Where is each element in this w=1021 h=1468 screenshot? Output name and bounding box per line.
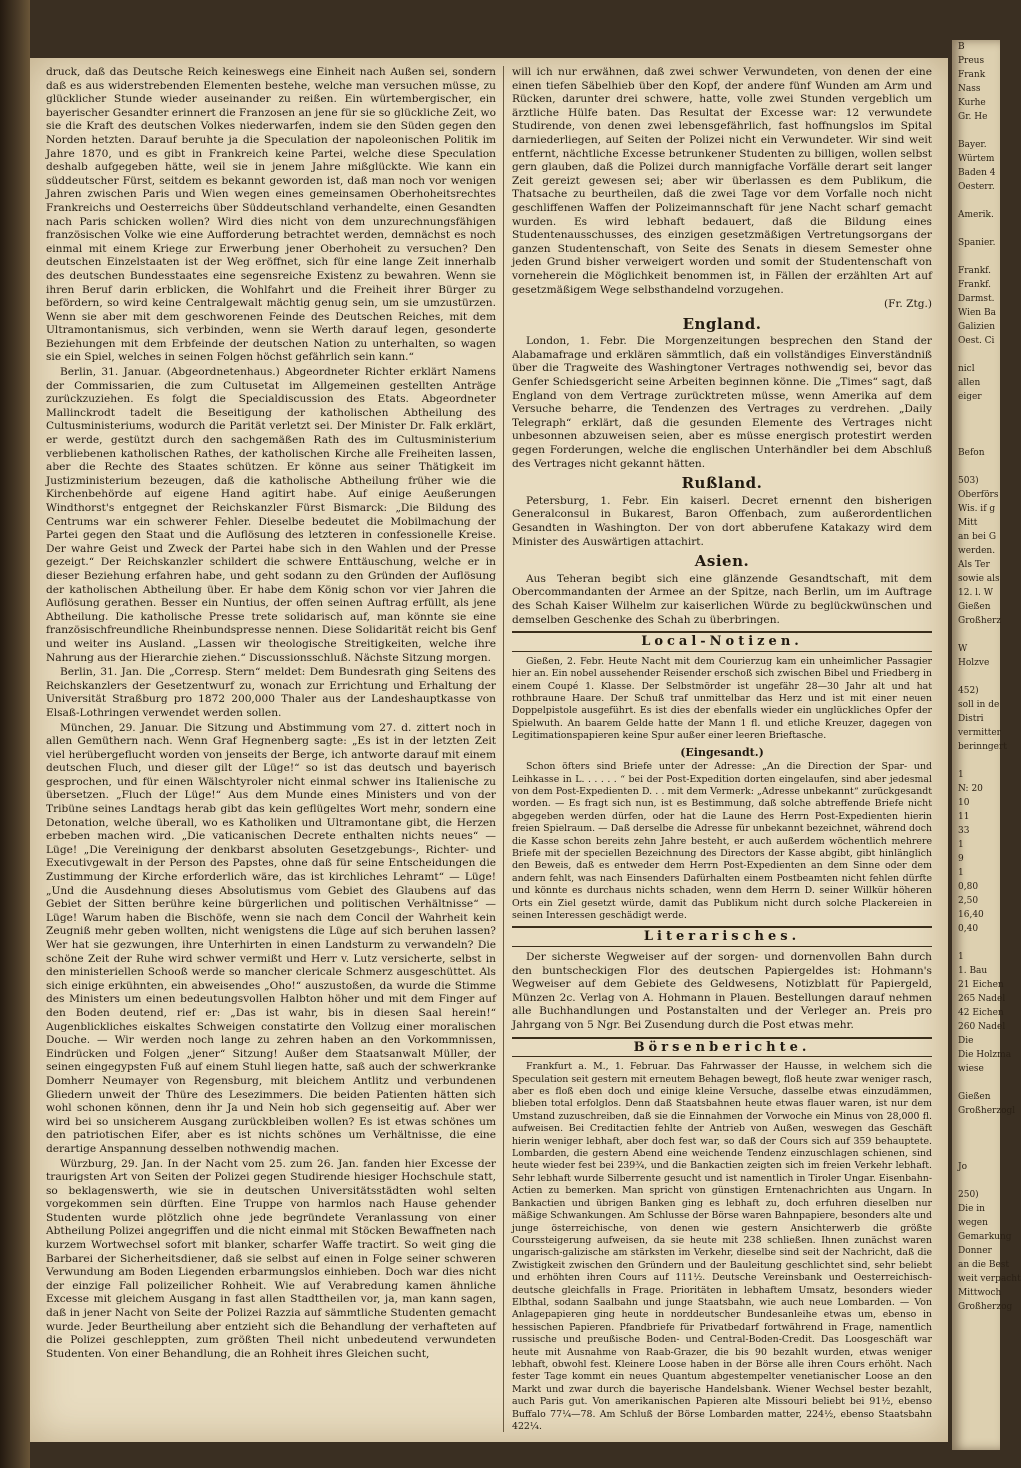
adjacent-page-line xyxy=(952,404,1000,418)
adjacent-page-line: 16,40 xyxy=(958,910,984,920)
adjacent-page-line: Oest. Ci xyxy=(958,336,995,346)
adjacent-page-line: Großherzogl xyxy=(958,1106,1016,1116)
article-frankfurt-boerse: Frankfurt a. M., 1. Februar. Das Fahrwasser der Hausse, in welchem sich die Speculation seit gestern mit erneutem Behagen bewegt, floß heute zwar weniger rasch, aber es floß eben doch und einige kleine Versuche, dasselbe etwas einzudämmen, blieben total erfolglos. Denn daß Staatsbahnen heute etwas flauer waren, ist nur dem Umstand zuzuschreiben, daß sie die Einnahmen der Vorwoche ein Minus von 28,000 fl. aufweisen. Bei Creditactien fehlte der Antrieb von Außen, weswegen das Geschäft hierin weniger lebhaft, aber doch fest war, so daß der Cours sich auf 359 behauptete. Lombarden, die gestern Abend eine weichende Tendenz einzuschlagen schienen, sind heute wieder fest bei 239¾, und die Bankactien zeigten sich im freien Verkehr lebhaft. Sehr lebhaft wurde Silberrente gesucht und ist namentlich in Tiroler Ungar. Eisenbahn-Actien zu bemerken. Man spricht von günstigen Erntenachrichten aus Ungarn. In Bankactien und übrigen Banken ging es lebhaft zu, doch erfuhren dieselben nur mäßige Schwankungen. Am Schlusse der Börse waren Bahnpapiere, besonders alte und junge österreichische, von denen wie gestern Ansichterwerb die größte Courssteigerung aufweisen, da sie heute mit 238 schließen. Ihnen zunächst waren ungarisch-galizische am stärksten im Verkehr, dieselbe sind seit der Nachricht, daß die Zwistigkeit zwischen den Gründern und der Bauleitung geschlichtet sind, sehr beliebt und erhöhten ihren Cours auf 111½. Deutsche Vereinsbank und Oesterreichisch-deutsche gleichfalls in Frage. Prioritäten in lebhaftem Umsatz, besonders wieder Elbthal, sodann Saalbahn und junge Staatsbahn, wie auch neue Lombarden. — Von Anlagepapieren ging heute in norddeutscher Bundesanleihe etwas um, ebenso in hessischen Papieren. Pfandbriefe für Privatbedarf fortwährend in Frage, namentlich russische und preußische Boden- und Central-Boden-Credit. Das Loosgeschäft war heute mit Ausnahme von Raab-Grazer, die bis 90 bezahlt wurden, etwas weniger lebhaft, obwohl fest. Kleinere Loose haben in der Börse alle ihren Cours erhöht. Nach fester Tage kommt ein neues Quantum abgestempelter venetianischer Loose an den Markt und zwar durch die bayerische Handelsbank. Wiener Wechsel bester bezahlt, auch Paris gut. Von amerikanischen Papieren alte Missouri beliebt bei 91½, ebenso Buffalo 77¼—78. Am Schluß der Börse Lombarden matter, 224½, ebenso Staatsbahn 422¼. xyxy=(512,1061,933,1432)
adjacent-page-fragment xyxy=(952,40,1021,1450)
adjacent-page-line: sowie als xyxy=(958,574,1000,584)
section-heading-asien: Asien. xyxy=(694,552,750,571)
article-giessen: Gießen, 2. Febr. Heute Nacht mit dem Courierzug kam ein unheimlicher Passagier hier an. Ein nobel aussehender Reisender erschoß sich zwischen Bibel und Friedberg in einem Coupé 1. Klasse. Der Selbstmörder ist ungefähr 28—30 Jahr alt und hat rothbraune Haare. Der Schuß traf unmittelbar das Herz und ist mit einer neuen Doppelpistole ausgeführt. Es ist dies der ebenfalls wieder ein unglückliches Opfer der Spielwuth. An baarem Gelde hatte der Mann 1 fl. und etliche Kreuzer, dagegen von Legitimationspapieren keine Spur außer einer leeren Brieftasche. xyxy=(512,655,932,742)
adjacent-page-line: Gießen xyxy=(958,602,991,612)
adjacent-page-line: Mittwoch xyxy=(958,1288,1002,1298)
adjacent-page-line xyxy=(952,1146,1000,1160)
adjacent-page-line: Wien Ba xyxy=(958,308,996,318)
adjacent-page-line: an bei G xyxy=(958,532,997,542)
adjacent-page-line: vermitter xyxy=(958,728,1001,738)
adjacent-page-line: Gr. He xyxy=(958,112,988,122)
adjacent-page-line: 10 xyxy=(958,798,970,808)
adjacent-page-line xyxy=(952,124,1000,138)
adjacent-page-line: weit verpacht xyxy=(958,1274,1021,1284)
adjacent-page-line: 452) xyxy=(958,686,979,696)
adjacent-page-line xyxy=(952,418,1000,432)
adjacent-page-line: 33 xyxy=(958,826,970,836)
adjacent-page-line: 11 xyxy=(958,812,970,822)
adjacent-page-line: Distri xyxy=(958,714,984,724)
adjacent-page-line: Holzve xyxy=(958,658,990,668)
column-divider xyxy=(503,66,504,1432)
adjacent-page-line: N: 20 xyxy=(958,784,983,794)
adjacent-page-line xyxy=(952,222,1000,236)
adjacent-page-line xyxy=(952,628,1000,642)
adjacent-page-line: an die Best xyxy=(958,1260,1010,1270)
adjacent-page-line: Frankf. xyxy=(958,280,992,290)
newspaper-page xyxy=(30,58,948,1442)
adjacent-page-line xyxy=(952,1132,1000,1146)
adjacent-page-line xyxy=(952,250,1000,264)
adjacent-page-line: nicl xyxy=(958,364,975,374)
adjacent-page-line xyxy=(952,1076,1000,1090)
article-text: druck, daß das Deutsche Reich keineswegs eine Einheit nach Außen sei, sondern daß es aus widerstrebenden Elementen bestehe, welche man versuchen müsse, zu glücklicher Stunde wieder auseinander zu reißen. Ein würtembergischer, ein bayerischer Gesandter erinnert die Franzosen an jene für sie so glückliche Zeit, wo sie die Kraft des deutschen Volkes niederwarfen, indem sie den Süden gegen den Norden hetzten. Darauf beruhte ja die Speculation der napoleonischen Politik im Jahre 1870, und es gibt in Frankreich keine Partei, welche diese Speculation deshalb aufgegeben hätte, weil sie in jenem Jahre mißglückte. Wie kann ein süddeutscher Fürst, seitdem es bekannt geworden ist, daß man noch vor wenigen Jahren zwischen Paris und Wien wegen eines gemeinsamen Oberhoheitsrechtes Frankreichs und Oesterreichs über Süddeutschland verhandelte, einen Gesandten nach Paris schicken wollen? Wird dies nicht von dem unzurechnungsfähigen französischen Volke wie eine Aufforderung betrachtet werden, demnächst es noch einmal mit einem Kriege zur Erwerbung jener Oberhoheit zu versuchen? Den deutschen Einzelstaaten ist der Weg eröffnet, sich für eine lange Zeit innerhalb des deutschen Bundesstaates eine segensreiche Existenz zu bewahren. Wenn sie ihren Beruf darin erblicken, die Wohlfahrt und die Freiheit ihrer Bürger zu befördern, so wird keine Centralgewalt mächtig genug sein, um sie umzustürzen. Wenn sie aber mit dem geschworenen Feinde des Deutschen Reiches, mit dem Ultramontanismus, sich verbinden, wenn sie Werth darauf legen, gesonderte Beziehungen mit dem Erbfeinde der deutschen Nation zu unterhalten, so wagen sie ein Spiel, welches in seinen Folgen höchst gefährlich sein kann.“ xyxy=(46,66,496,364)
adjacent-page-line xyxy=(952,194,1000,208)
adjacent-page-line: B xyxy=(958,42,965,52)
article-london: London, 1. Febr. Die Morgenzeitungen besprechen den Stand der Alabamafrage und erklären sämmtlich, daß ein vollständiges Einverständniß über die Tragweite des Washingtoner Vertrages nothwendig sei, bevor das Genfer Schiedsgericht seine Arbeiten beginnen könne. Die „Times“ sagt, daß England von dem Vertrage zurücktreten müsse, wenn Amerika auf dem Versuche beharre, die Tendenzen des Vertrages zu verdrehen. „Daily Telegraph“ erklärt, daß die gesunden Elemente des Vertrages nicht unbesonnen abzuweisen seien, aber es müsse energisch protestirt werden gegen Forderungen, welche die englischen Unterhändler bei dem Abschluß des Vertrages nicht gekannt hätten. xyxy=(512,335,932,470)
article-teheran: Aus Teheran begibt sich eine glänzende Gesandtschaft, mit dem Obercommandanten der Armee an der Spitze, nach Berlin, um im Auftrage des Schah Kaiser Wilhelm zur kaiserlichen Würde zu beglückwünschen und demselben Geschenke des Schah zu überbringen. xyxy=(512,572,932,626)
section-heading-boerse: Börsenberichte. xyxy=(512,1037,932,1058)
adjacent-page-line: Darmst. xyxy=(958,294,995,304)
adjacent-page-line xyxy=(952,460,1000,474)
article-eingesandt: Schon öfters sind Briefe unter der Adresse: „An die Direction der Spar- und Leihkasse in L. . . . . . “ bei der Post-Expedition dorten eingelaufen, sind aber jedesmal von dem Post-Expedienten D. . . mit dem Vermerk: „Adresse unbekannt“ zurückgesandt worden. — Es fragt sich nun, ist es Bestimmung, daß solche abtreffende Briefe nicht abgegeben werden dürfen, oder hat die Laune des Herrn Post-Expedienten hierin freien Spielraum. — Daß derselbe die Adresse für unbekannt bezeichnet, während doch die Kasse schon bereits zehn Jahre besteht, er auch außerdem wöchentlich mehrere Briefe mit der speciellen Bezeichnung des Directors der Kasse abgibt, gibt hinlänglich den Beweis, daß es entweder dem Herrn Post-Expedienten an dem Sinne oder dem andern fehlt, was nach Einsenders Dafürhalten einem Postbeamten nicht fehlen dürfte und könnte es durchaus nichts schaden, wenn dem Herrn D. seiner Willkür höheren Orts ein Ziel gesetzt würde, damit das Publikum nicht durch solche Plackereien in seinen Interessen geschädigt werde. xyxy=(512,761,932,922)
adjacent-page-line: 1 xyxy=(958,770,964,780)
article-berlin-abgeordnetenhaus: Berlin, 31. Januar. (Abgeordnetenhaus.) Abgeordneter Richter erklärt Namens der Commissarien, die zum Cultusetat im Allgemeinen gestellten Anträge zurückzuziehen. Es folgt die Specialdiscussion des Etats. Abgeordneter Mallinckrodt tadelt die Beseitigung der katholischen Abtheilung des Cultusministeriums, wodurch die Parität verletzt sei. Der Minister Dr. Falk erklärt, er werde, gestützt durch den sachgemäßen Rath des im Cultusministerium verbliebenen katholischen Rathes, der katholischen Kirche alle Freiheiten lassen, aber die Rechte des Staates schützen. Er könne aus seiner Thätigkeit im Justizministerium bezeugen, daß die katholische Abtheilung früher wie die Kirchenbehörde auf eigene Hand agitirt habe. Auf einige Aeußerungen Windthorst's entgegnet der Reichskanzler Fürst Bismarck: „Die Bildung des Centrums war ein schwerer Fehler. Dieselbe bedeutet die Mobilmachung der Partei gegen den Staat und die Auflösung des letzteren in confessionelle Kreise. Der wahre Geist und Zweck der Partei habe sich in den Wahlen und der Presse gezeigt.“ Der Reichskanzler schildert die schwere Enttäuschung, welche er in dieser Beziehung erfahren habe, und geht sodann zu den Gründen der Auflösung der katholischen Abtheilung über. Er habe dem König schon vor vier Jahren die Auflösung gerathen. Besser ein Nuntius, der offen seinen Auftrag erfüllt, als jene Abtheilung. Die katholische Presse trete solidarisch auf, man könnte sie eine französischfreundliche Rheinbundspresse nennen. Diese Solidarität reicht bis Genf und weiter ins Ausland. „Lassen wir theologische Streitigkeiten, welche ihre Nahrung aus der Hierarchie ziehen.“ Discussionsschluß. Nächste Sitzung morgen. xyxy=(46,366,496,664)
right-column xyxy=(512,66,932,1434)
adjacent-page-line: Preus xyxy=(958,56,985,66)
adjacent-page-line: Würtem xyxy=(958,154,995,164)
article-literarisches: Der sicherste Wegweiser auf der sorgen- und dornenvollen Bahn durch den buntscheckigen Flor des deutschen Papiergeldes ist: Hohmann's Wegweiser auf dem Gebiete des Geldwesens, Notizblatt für Papiergeld, Münzen 2c. Verlag von A. Hohmann in Plauen. Bestellungen darauf nehmen alle Buchhandlungen und Postanstalten und der Verleger an. Preis pro Jahrgang von 5 Ngr. Bei Zusendung durch die Post etwas mehr. xyxy=(512,951,932,1032)
adjacent-page-line: 2,50 xyxy=(958,896,979,906)
adjacent-page-line: Als Ter xyxy=(958,560,990,570)
adjacent-page-line: Frankf. xyxy=(958,266,992,276)
adjacent-page-line: Jo xyxy=(958,1162,968,1172)
subheading-eingesandt: (Eingesandt.) xyxy=(680,745,764,759)
adjacent-page-line: 42 Eichen xyxy=(958,1008,1004,1018)
adjacent-page-line: Oesterr. xyxy=(958,182,995,192)
adjacent-page-line xyxy=(952,670,1000,684)
article-petersburg: Petersburg, 1. Febr. Ein kaiserl. Decret ernennt den bisherigen Generalconsul in Bukarest, Baron Offenbach, zum außerordentlichen Gesandten in Washington. Der von dort abberufene Katakazy wird dem Minister des Auswärtigen attachirt. xyxy=(512,494,932,548)
adjacent-page-line: 1 xyxy=(958,868,964,878)
section-heading-russland: Rußland. xyxy=(681,474,763,493)
adjacent-page-line: Gießen xyxy=(958,1092,991,1102)
adjacent-page-line: werden. xyxy=(958,546,996,556)
adjacent-page-line: Die xyxy=(958,1036,974,1046)
adjacent-page-line: Amerik. xyxy=(958,210,994,220)
article-berlin-universitaet: Berlin, 31. Jan. Die „Corresp. Stern“ meldet: Dem Bundesrath ging Seitens des Reichskanzlers der Gesetzentwurf zu, wonach zur Errichtung und Erhaltung der Universität Straßburg pro 1872 200,000 Thaler aus der Landeshauptkasse von Elsaß-Lothringen verwendet werden sollen. xyxy=(46,666,496,719)
adjacent-page-line xyxy=(952,936,1000,950)
adjacent-page-line: 250) xyxy=(958,1190,979,1200)
section-heading-england: England. xyxy=(682,314,762,333)
adjacent-page-line: Die Holzma xyxy=(958,1050,1012,1060)
adjacent-page-line: Kurhe xyxy=(958,98,986,108)
adjacent-page-line: Mitt xyxy=(958,518,978,528)
adjacent-page-line: 265 Nadel xyxy=(958,994,1006,1004)
adjacent-page-line: eiger xyxy=(958,392,982,402)
book-binding xyxy=(0,0,30,1468)
adjacent-page-line: W xyxy=(958,644,968,654)
adjacent-page-line: Galizien xyxy=(958,322,996,332)
article-muenchen: München, 29. Januar. Die Sitzung und Abstimmung vom 27. d. zittert noch in allen Gemüthern nach. Wenn Graf Hegnenberg sagte: „Es ist in der letzten Zeit viel herübergeflucht worden von jenseits der Berge, ich antworte darauf mit einem deutschen Fluch, und dieser gilt der Lüge!“ so ist das deutsch und bayerisch gesprochen, und für einen Wälschtyroler nicht einmal schwer ins Italienische zu übersetzen. „Fluch der Lüge!“ Aus dem Munde eines Ministers und von der Tribüne seines Landtags herab gibt das kein geflügeltes Wort mehr, sondern eine Detonation, welche überall, wo es Katholiken und Ultramontane gibt, die Herzen erbeben machen wird. „Die vaticanischen Decrete enthalten nichts neues“ — Lüge! „Die Vereinigung der denkbarst absoluten Gesetzgebungs-, Richter- und Executivgewalt in der Person des Papstes, ohne daß für seine Entscheidungen die Zustimmung der Kirche erforderlich wäre, das ist kirchliches Lehramt“ — Lüge! „Und die Ausdehnung dieses Absolutismus vom Gebiet des Glaubens auf das Gebiet der Sitten berühre keine bürgerlichen und politischen Verhältnisse“ — Lüge! Warum haben die Bischöfe, wenn sie nach dem Concil der Wahrheit kein Zeugniß mehr geben wollten, nicht wenigstens die Lüge auf sich beruhen lassen? Wer hat sie gezwungen, ihre Unterhirten in einen Landsturm zu verwandeln? Die schöne Zeit der Ruhe wird schwer vermißt und Herr v. Lutz versicherte, selbst in den ministeriellen Schooß werde so mancher clericale Schmerz ausgeschüttet. Als sich einige erkühnten, ein abweisendes „Oho!“ auszustoßen, da wurde die Stimme des Ministers um einen bedeutungsvollen Halbton höher und mit dem Finger auf den Boden deutend, rief er: „Das ist wahr, bis in diesen Saal herein!“ Augenblickliches eiskaltes Schweigen constatirte den Vollzug einer moralischen Douche. — Wir werden noch lange zu zehren haben an den Vorkommnissen, Eindrücken und Folgen „jener“ Sitzung! Außer dem Staatsanwalt Müller, der seinen eingegypsten Fuß auf einem Stuhl liegen hatte, saß auch der schwerkranke Domherr Neumayer von Regensburg, mit bleichem Antlitz und verbundenen Gliedern unweit der Thüre des Lesezimmers. Die beiden Patienten hätten sich wohl schonen können, denn ihr Ja und Nein hob sich gegenseitig auf. Aber wer wird bei so unsicherem Ausgang zurückbleiben wollen? Es ist etwas schönes um den patriotischen Eifer, aber es ist nichts schönes um Verhältnisse, die eine derartige Anspannung desselben nothwendig machen. xyxy=(46,721,496,1155)
adjacent-page-line: Spanier. xyxy=(958,238,996,248)
adjacent-page-line: berinngert xyxy=(958,742,1007,752)
adjacent-page-line: 12. l. W xyxy=(958,588,994,598)
adjacent-page-line: 503) xyxy=(958,476,979,486)
adjacent-page-line: 21 Eichen xyxy=(958,980,1004,990)
adjacent-page-line: 1 xyxy=(958,952,964,962)
section-heading-local: Local-Notizen. xyxy=(512,631,932,652)
adjacent-page-line: Frank xyxy=(958,70,986,80)
adjacent-page-line: Großherzog xyxy=(958,1302,1013,1312)
adjacent-page-line xyxy=(952,1174,1000,1188)
adjacent-page-line xyxy=(952,348,1000,362)
adjacent-page-line: Nass xyxy=(958,84,981,94)
adjacent-page-line: Befon xyxy=(958,448,985,458)
adjacent-page-line: Die in xyxy=(958,1204,985,1214)
article-source: (Fr. Ztg.) xyxy=(883,298,932,311)
adjacent-page-line: 9 xyxy=(958,854,964,864)
adjacent-page-line: Oberförs xyxy=(958,490,999,500)
adjacent-page-line xyxy=(952,754,1000,768)
adjacent-page-line xyxy=(952,432,1000,446)
section-heading-literarisches: Literarisches. xyxy=(512,926,932,947)
article-wuerzburg-continued: will ich nur erwähnen, daß zwei schwer Verwundeten, von denen der eine einen tiefen Säbelhieb über den Kopf, der andere fünf Wunden am Arm und Rücken, darunter drei schwere, hatte, volle zwei Stunden vergeblich um ärztliche Hülfe baten. Das Resultat der Excesse war: 12 verwundete Studirende, von denen zwei lebensgefährlich, fast hoffnungslos im Spital darniederliegen, auf Seiten der Polizei nicht ein Verwundeter. Wir sind weit entfernt, nächtliche Excesse betrunkener Studenten zu billigen, wollen selbst gern glauben, daß die Polizei durch mannigfache Vorfälle derart seit langer Zeit gereizt gewesen sei; aber wir überlassen es dem Publikum, die Thatsache zu beurtheilen, daß die zwei Tage vor dem Vorfalle noch nicht geschliffenen Waffen der Polizeimannschaft für jene Nacht scharf gemacht wurden. Es wird lebhaft bedauert, daß die Bildung eines Studentenausschusses, des einzigen gesetzmäßigen Vertretungsorgans der ganzen Studentenschaft, von Seite des Senats in diesem Semester ohne jeden Grund bisher verweigert worden und somit der Studentenschaft von vorneherein die Möglichkeit benommen ist, in Fällen der erzählten Art auf gesetzmäßigem Wege selbsthandelnd vorzugehen. xyxy=(512,66,932,296)
adjacent-page-line: Baden 4 xyxy=(958,168,996,178)
adjacent-page-line: wiese xyxy=(958,1064,984,1074)
adjacent-page-line: 0,40 xyxy=(958,924,979,934)
adjacent-page-line: wegen xyxy=(958,1218,988,1228)
adjacent-page-line: Wis. if g xyxy=(958,504,996,514)
left-column xyxy=(46,66,496,1434)
adjacent-page-line: soll in de xyxy=(958,700,1000,710)
adjacent-page-line: Großherz xyxy=(958,616,1002,626)
adjacent-page-line: Bayer. xyxy=(958,140,987,150)
adjacent-page-line: Gemarkung xyxy=(958,1232,1012,1242)
article-wuerzburg: Würzburg, 29. Jan. In der Nacht vom 25. zum 26. Jan. fanden hier Excesse der traurigsten Art von Seiten der Polizei gegen Studirende hiesiger Hochschule statt, so beklagenswerth, wie sie in deutschen Universitätsstädten wohl selten vorgekommen sein dürften. Eine Truppe von harmlos nach Hause gehender Studenten wurde plötzlich ohne jede begründete Veranlassung von einer Abtheilung Polizei angegriffen und die nicht einmal mit Stöcken Bewaffneten nach kurzem Wortwechsel sofort mit blanker, scharfer Waffe tractirt. So weit ging die Barbarei der Sicherheitsdiener, daß sie selbst auf einen in Folge seiner schweren Verwundung am Boden Liegenden erbarmungslos einhieben. Doch war dies nicht der einzige Fall polizeilicher Rohheit. Wie auf Verabredung kamen ähnliche Excesse mit gleichem Ausgang in fast allen Stadttheilen vor, ja, man kann sagen, daß in jener Nacht von Seite der Polizei Razzia auf sämmtliche Studenten gemacht wurde. Jeder Beurtheilung aber entzieht sich die Behandlung der verhafteten auf die Polizei geschleppten, zum größten Theil nicht unbedeutend verwundeten Studenten. Von einer Behandlung, die an Rohheit ihres Gleichen sucht, xyxy=(46,1157,496,1360)
adjacent-page-line: 0,80 xyxy=(958,882,979,892)
adjacent-page-line: Donner xyxy=(958,1246,992,1256)
adjacent-page-line: 1 xyxy=(958,840,964,850)
adjacent-page-line: 1. Bau xyxy=(958,966,988,976)
adjacent-page-line xyxy=(952,1118,1000,1132)
adjacent-page-line: allen xyxy=(958,378,981,388)
adjacent-page-line: 260 Nadel xyxy=(958,1022,1006,1032)
